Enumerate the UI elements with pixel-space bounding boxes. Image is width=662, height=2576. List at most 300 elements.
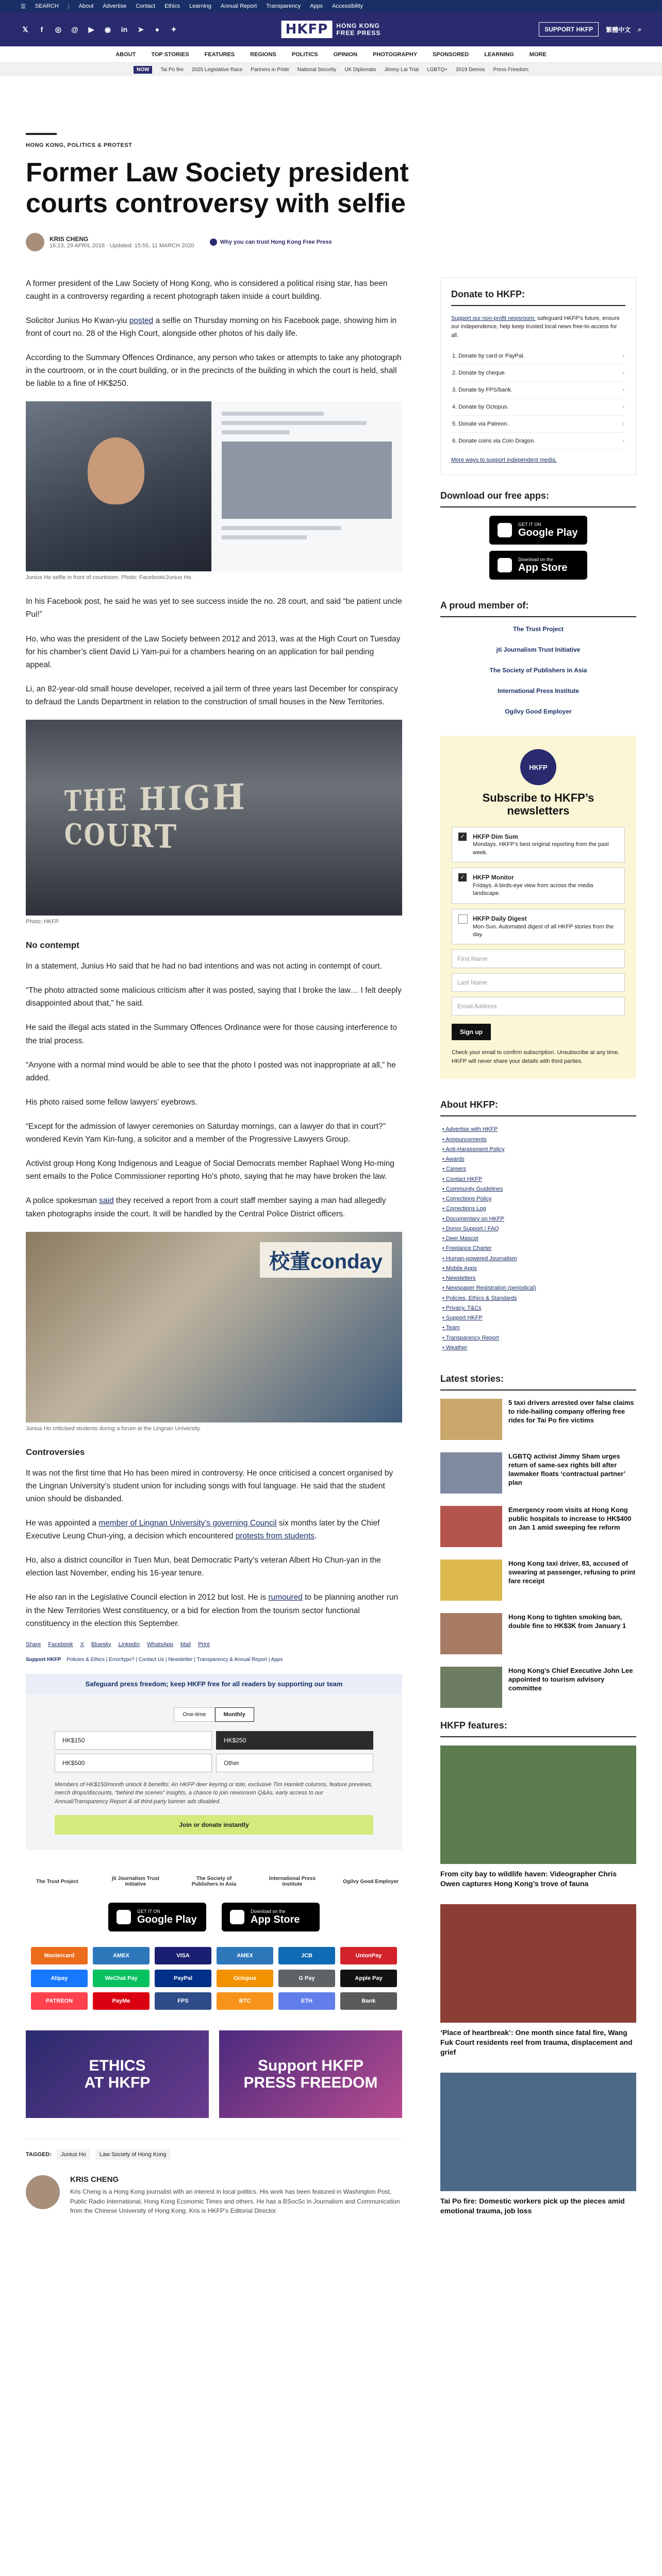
about-link[interactable]: • Weather [442,1344,468,1351]
trending-item[interactable]: UK Diplomats [344,66,376,73]
rss-icon[interactable]: ◉ [104,25,111,33]
one-time-option[interactable]: One-time [174,1707,214,1722]
article-title: Former Law Society president courts controversy with selfie [26,158,409,218]
content-columns [26,277,636,2231]
about-link[interactable]: • Donor Support / FAQ [442,1225,499,1232]
trending-item[interactable]: National Security [297,66,337,73]
newsletter-checkbox[interactable] [452,909,625,945]
tag[interactable]: Law Society of Hong Kong [95,2149,171,2160]
support-hkfp-link[interactable]: Support HKFP [26,1656,61,1663]
app-download-row [26,1903,402,1931]
nav-photography[interactable]: PHOTOGRAPHY [373,51,418,58]
paragraph [26,1194,402,1220]
share-label: Share [26,1641,41,1648]
language-switch[interactable]: 繁體中文 [606,26,631,33]
trust-project-logo[interactable]: The Trust Project [512,625,564,633]
logo-text [336,22,380,37]
error-link[interactable]: Error/typo? [109,1656,135,1663]
author-name[interactable]: KRIS CHENG [49,235,89,243]
newsletter-checkbox[interactable] [452,868,625,904]
donate-method-label: 1. Donate by card or PayPal. [452,353,525,360]
app-store-button[interactable] [489,551,587,580]
ipi-logo[interactable]: International Press Institute [269,1876,316,1888]
first-name-input[interactable]: First Name [452,950,625,968]
main-navigation [0,46,662,63]
trending-item[interactable]: Partners in Pride [251,66,289,73]
nav-regions[interactable]: REGIONS [250,51,276,58]
article-header [26,76,636,251]
paragraph: Activist group Hong Kong Indigenous and League of Social Democrats member Raphael Wong Ho-ming sent emails to the Police Commissioner reporting Ho’s photo, saying that he may have broken the law. [26,1159,394,1181]
app-store-label: App Store [518,562,568,573]
apps-link[interactable]: Apps [271,1656,283,1663]
newsletter-badge: HKFP [520,749,556,785]
menu-icon[interactable]: ☰ [21,3,26,10]
paragraph: “Anyone with a normal mind would be able to see that the photo I posted was not inappropriate at all,” he added. [26,1060,396,1082]
trending-item[interactable]: Jimmy Lai Trial [384,66,419,73]
google-play-button[interactable] [108,1903,206,1931]
trending-bar [0,63,662,76]
author-avatar[interactable] [26,233,44,251]
article-category[interactable]: HONG KONG, POLITICS & PROTEST [26,142,133,148]
share-linkedin[interactable]: LinkedIn [118,1641,140,1648]
text: they received a report from a court staff member saying a man had allegedly taken photographs inside the court. It will be handled by the Central Police District officers. [26,1196,386,1218]
nav-sponsored[interactable]: SPONSORED [433,51,469,58]
member-logos [440,625,636,715]
latest-story[interactable] [440,1506,636,1547]
trust-partners [26,1876,402,1887]
donate-method-label: 6. Donate coins via Coin Dragon. [452,438,536,445]
about-link[interactable]: • Support HKFP [442,1315,483,1321]
paragraph [26,314,402,340]
amount-option-other[interactable]: Other [216,1754,373,1772]
about-link[interactable]: • Privacy, T&Cs [442,1304,482,1311]
story-headline[interactable]: Emergency room visits at Hong Kong public hospitals to increase to HK$400 on Jan 1 amid sweeping fee reform [508,1506,632,1531]
paragraph: A former president of the Law Society of Hong Kong, who is considered a political rising star, has been caught in a controversy regarding a recent photograph taken inside a court building. [26,279,388,301]
about-links [440,1125,636,1353]
payment-logo: UnionPay [340,1947,397,1964]
payment-logo: Apple Pay [340,1970,397,1987]
text: . [315,1532,317,1541]
chevron-right-icon: › [622,438,624,445]
photo-caption: Junius Ho selfie in front of courtroom. Photo: Facebook/Junius Ho. [26,574,193,581]
title-rule [26,133,57,135]
payment-logo: Alipay [31,1970,88,1987]
feature-story[interactable] [440,2073,636,2216]
about-link[interactable]: • Freelance Charter [442,1245,492,1252]
trending-item[interactable]: 2025 Legislative Race [191,66,243,73]
share-facebook[interactable]: Facebook [48,1641,73,1648]
promo-line-2: AT HKFP [84,2074,151,2092]
latest-story[interactable] [440,1560,636,1601]
trending-item[interactable]: Tai Po fire [160,66,184,73]
google-play-small: GET IT ON [518,521,541,527]
payment-logo: Bank [340,1992,397,2010]
byline [26,233,636,251]
inline-link[interactable]: rumoured [268,1593,303,1602]
last-name-input[interactable]: Last Name [452,973,625,992]
latest-story[interactable] [440,1399,636,1440]
latest-stories [440,1399,636,1708]
topbar-link-apps[interactable]: Apps [310,3,323,9]
about-link[interactable]: • Documentary on HKFP [442,1215,505,1222]
app-store-small: Download on the [251,1908,286,1914]
donate-method-label: 3. Donate by FPS/bank. [452,387,512,394]
chevron-right-icon: › [622,370,624,377]
site-logo[interactable] [282,21,381,38]
feature-thumbnail[interactable] [440,1904,636,2023]
nav-more[interactable]: MORE [529,51,547,58]
story-thumbnail[interactable] [440,1667,502,1708]
chevron-right-icon: › [622,353,624,360]
donate-intro-link[interactable]: Support our non-profit newsroom: [451,315,536,321]
share-whatsapp[interactable]: WhatsApp [147,1641,173,1648]
about-link[interactable]: • Contact HKFP [442,1176,483,1182]
feature-headline[interactable]: From city bay to wildlife haven: Videographer Chris Owen captures Hong Kong’s trove of fauna [440,1870,617,1888]
nav-learning[interactable]: LEARNING [484,51,514,58]
share-mail[interactable]: Mail [180,1641,191,1648]
inline-link[interactable]: protests from students [235,1532,315,1541]
payment-logo: ETH [278,1992,335,2010]
share-row [26,1641,402,1648]
divider: | [68,3,70,9]
jti-logo[interactable]: jti Journalism Trust Initiative [496,646,581,654]
about-link[interactable]: • Team [442,1325,460,1331]
masthead [0,12,662,46]
amount-option-selected[interactable]: HK$250 [216,1731,373,1750]
topbar-link-contact[interactable]: Contact [136,3,156,9]
feature-stories [440,1745,636,2215]
author-bio: Kris Cheng is a Hong Kong journalist with an interest in local politics. His work has been featured in Washington Post, Public Radio International, Hong Kong Economic Times and others. He has a BSocSc in Journalism and Communication from the Chinese University of Hong Kong. Kris is HKFP’s Editorial Director. [70,2188,400,2215]
inline-link[interactable]: posted [129,316,154,325]
newsletter-title: Subscribe to HKFP’s newsletters [482,791,594,818]
sopa-logo[interactable]: The Society of Publishers in Asia [191,1876,237,1888]
latest-title: Latest stories: [440,1374,636,1391]
author-box [26,2175,402,2216]
support-promo[interactable] [219,2030,402,2118]
google-play-label: Google Play [518,527,578,538]
sidebar-apps [440,516,636,580]
newsletter-name: HKFP Daily Digest [473,914,527,922]
nav-about[interactable]: ABOUT [115,51,136,58]
apps-title: Download our free apps: [440,490,636,507]
share-bluesky[interactable]: Bluesky [91,1641,111,1648]
photo-caption: Junius Ho criticised students during a forum at the Lingnan University. [26,1425,201,1432]
latest-story[interactable] [440,1667,636,1708]
inline-link[interactable]: said [99,1196,114,1206]
reddit-icon[interactable]: ● [155,25,160,33]
trending-item[interactable]: LGBTQ+ [427,66,448,73]
newsletter-checkbox[interactable] [452,827,625,863]
donate-intro [451,314,625,340]
paragraph: Ho, also a district councillor in Tuen Mun, beat Democratic Party’s veteran Albert Ho Chun-yan in the election last November, ending his 16-year tenure. [26,1556,381,1578]
masthead-actions [539,22,641,37]
x-icon[interactable]: 𝕏 [22,25,28,33]
donate-intro-text: safeguard HKFP’s future, ensure our independence, help keep trusted local news free-to-access for all. [451,315,620,338]
promo-line-1: ETHICS [89,2057,146,2075]
payment-logo: BTC [217,1992,273,2010]
donate-method[interactable] [451,399,625,416]
trending-item[interactable]: Press Freedom [493,66,529,73]
donate-method[interactable] [451,433,625,450]
bluesky-icon[interactable]: ✦ [171,25,177,33]
high-court-photo [26,720,402,916]
about-link[interactable]: • Newsletters [442,1275,476,1282]
topbar-link-search[interactable]: SEARCH [35,3,59,9]
feature-story[interactable] [440,1904,636,2057]
youtube-icon[interactable]: ▶ [88,25,94,33]
donation-banner: Safeguard press freedom; keep HKFP free for all readers by supporting our team [26,1674,402,1694]
text: A police spokesman [26,1196,100,1206]
app-store-small: Download on the [518,556,553,562]
why-trust-link[interactable] [210,239,332,246]
promo-line-2: PRESS FREEDOM [243,2074,378,2092]
tagged-label: TAGGED: [26,2151,52,2158]
trust-project-logo[interactable]: The Trust Project [36,1878,78,1885]
trending-item[interactable]: 2019 Demos [455,66,485,73]
about-link[interactable]: • Awards [442,1156,465,1163]
more-ways-link[interactable]: More ways to support independent media. [451,457,557,464]
google-play-button[interactable] [489,516,587,545]
feature-thumbnail[interactable] [440,2073,636,2191]
instagram-icon[interactable]: ◎ [55,25,62,33]
linkedin-icon[interactable]: in [121,25,128,33]
why-trust-label: Why you can trust Hong Kong Free Press [220,239,332,245]
monthly-option[interactable]: Monthly [215,1707,254,1722]
share-print[interactable]: Print [198,1641,210,1648]
tag[interactable]: Junius Ho [57,2149,90,2160]
paragraph [26,1517,402,1543]
paragraph: Li, an 82-year-old small house developer, received a jail term of three years last December for conspiracy to defraud the Lands Department in relation to the construction of small houses in the New Territories. [26,684,398,707]
donate-method[interactable] [451,416,625,433]
about-link[interactable]: • Community Guidelines [442,1185,503,1192]
forum-photo [26,1232,402,1422]
payment-logo: WeChat Pay [93,1970,150,1987]
topbar-link-annual-report[interactable]: Annual Report [220,3,257,9]
features-title: HKFP features: [440,1720,636,1737]
amount-option[interactable]: HK$150 [55,1731,212,1750]
payment-logo: VISA [155,1947,211,1964]
story-headline[interactable]: Hong Kong taxi driver, 83, accused of swearing at passenger, refusing to print fare receipt [508,1560,636,1585]
about-link[interactable]: • Announcements [442,1136,487,1143]
threads-icon[interactable]: @ [71,25,78,33]
donate-method[interactable] [451,348,625,365]
logo-line-2: FREE PRESS [336,29,381,37]
app-store-label: App Store [251,1913,300,1925]
selfie-photo [26,401,402,571]
about-link[interactable]: • Advertise with HKFP [442,1126,498,1133]
search-icon[interactable]: ⌕ [638,25,641,33]
google-play-label: Google Play [137,1913,197,1925]
app-store-button[interactable] [222,1903,320,1931]
tagged-row [26,2139,402,2160]
payment-methods [26,1947,402,2010]
chevron-right-icon: › [622,387,624,394]
about-link[interactable]: • Anti-Harassment Policy [442,1146,505,1153]
about-link[interactable]: • Human-powered Journalism [442,1255,517,1262]
story-thumbnail[interactable] [440,1452,502,1494]
story-headline[interactable]: Hong Kong’s Chief Executive John Lee appointed to tourism advisory committee [508,1667,633,1692]
section-heading: Controversies [26,1447,85,1457]
ethics-promo[interactable] [26,2030,209,2118]
article-body [26,277,402,2231]
donate-method-label: 5. Donate via Patreon. [452,421,509,428]
nav-opinion[interactable]: OPINION [333,51,358,58]
section-heading: No contempt [26,940,79,951]
donate-method[interactable] [451,382,625,399]
paragraph: His photo raised some fellow lawyers’ eyebrows. [26,1097,197,1107]
story-thumbnail[interactable] [440,1613,502,1654]
jti-logo[interactable]: jti Journalism Trust Initiative [111,1876,160,1888]
donate-widget [440,277,636,476]
about-link[interactable]: • Policies, Ethics & Standards [442,1295,517,1301]
donate-widget-title: Donate to HKFP: [451,289,625,306]
trending-label: NOW [134,66,152,74]
support-hkfp-button[interactable]: SUPPORT HKFP [539,22,599,37]
feature-story[interactable] [440,1745,636,1889]
donate-method-label: 2. Donate by cheque. [452,370,506,377]
transparency-link[interactable]: Transparency & Annual Report [196,1656,268,1663]
telegram-icon[interactable]: ➤ [138,25,144,33]
logo-mark: HKFP [282,21,333,38]
about-title: About HKFP: [440,1099,636,1116]
article-dates: 16:23, 29 APRIL 2016 · Updated: 15:55, 11 MARCH 2020 [49,242,194,249]
feature-headline[interactable]: Tai Po fire: Domestic workers pick up the pieces amid emotional trauma, job loss [440,2196,625,2215]
payment-logo: G Pay [278,1970,335,1987]
newsletter-name: ✓ HKFP Dim Sum [473,833,518,840]
policies-link[interactable]: Policies & Ethics [67,1656,105,1663]
author-avatar[interactable] [26,2175,60,2209]
ogilvy-logo[interactable]: Ogilvy Good Employer [505,708,572,716]
google-play-small: GET IT ON [137,1908,160,1914]
member-title: A proud member of: [440,600,636,617]
donate-method-label: 4. Donate by Octopus. [452,404,509,411]
text: six months later by the Chief Executive Leung Chun-ying, a decision which encountered [26,1518,380,1541]
paragraph: It was not the first time that Ho has been mired in controversy. He once criticised a concert organised by the Lingnan University’s student union for including songs with foul language. He said that the student union should be disbanded. [26,1468,393,1503]
paragraph: “Except for the admission of lawyer ceremonies on Saturday mornings, can a lawyer do that in court?” wondered Kevin Yam Kin-fung, a solicitor and a member of the Progressive Lawyers Group. [26,1122,386,1144]
donation-box [26,1694,402,1851]
topbar-link-learning[interactable]: Learning [189,3,211,9]
facebook-icon[interactable]: f [40,25,43,33]
newsletter-desc: Mon-Sun. Automated digest of all HKFP stories from the day. [473,923,614,938]
text: He also ran in the Legislative Council election in 2012 but lost. He is [26,1593,269,1602]
sidebar [440,277,636,2231]
paragraph: He said the illegal acts stated in the Summary Offences Ordinance were for those causing interference to the trial process. [26,1023,397,1045]
payment-logo: JCB [278,1947,335,1964]
payment-logo: PayMe [93,1992,150,2010]
story-headline[interactable]: LGBTQ activist Jimmy Sham urges return of same-sex rights bill after lawmaker floats ‘contractual partner’ plan [508,1452,625,1486]
page-container [26,76,636,2231]
about-link[interactable]: • Mobile Apps [442,1265,477,1272]
social-icons [21,25,178,34]
newsletter-footnote: Check your email to confirm subscription. Unsubscribe at any time. HKFP will never share your details with third parties. [452,1049,620,1064]
feature-thumbnail[interactable] [440,1745,636,1864]
contact-link[interactable]: Contact Us [138,1656,164,1663]
about-link[interactable]: • Transparency Report [442,1334,499,1341]
paragraph: In a statement, Junius Ho said that he had no bad intentions and was not acting in contempt of court. [26,962,383,971]
latest-story[interactable] [440,1452,636,1494]
ogilvy-logo[interactable]: Ogilvy Good Employer [343,1878,399,1885]
author-info [70,2175,402,2216]
high-court-sign: THE HIGH COURT [64,775,247,856]
payment-logo: AMEX [217,1947,273,1964]
sign-up-button[interactable]: Sign up [452,1024,491,1040]
newsletter-link[interactable]: Newsletter [168,1656,193,1663]
about-link[interactable]: • Newspaper Registration (periodical) [442,1285,536,1292]
email-input[interactable]: Email Address [452,997,625,1015]
payment-logo: Octopus [217,1970,273,1987]
payment-logo: AMEX [93,1947,150,1964]
top-utility-bar [0,0,662,12]
paragraph: According to the Summary Offences Ordinance, any person who takes or attempts to take any photograph in the courtroom, or in the court building, or in the precincts of the building in which the court is held, shall be liable to a fine of HK$250. [26,353,402,388]
paragraph: Ho, who was the president of the Law Society between 2012 and 2013, was at the High Court on Tuesday for his chamber’s client David Li Yam-pui for a chambers hearing on an application for bail pending appeal. [26,634,401,669]
byline-text [49,235,194,249]
topbar-link-transparency[interactable]: Transparency [266,3,301,9]
payment-logo: PATREON [31,1992,88,2010]
paragraph: In his Facebook post, he said he was yet to see success inside the no. 28 court, and said “be patient uncle Pui!” [26,597,402,619]
payment-logo: Mastercard [31,1947,88,1964]
topbar-link-about[interactable]: About [78,3,94,9]
topbar-link-advertise[interactable]: Advertise [103,3,127,9]
payment-logo: FPS [155,1992,211,2010]
nav-features[interactable]: FEATURES [204,51,235,58]
story-headline[interactable]: Hong Kong to tighten smoking ban, double fine to HK$3K from January 1 [508,1613,626,1630]
nav-top-stories[interactable]: TOP STORIES [151,51,189,58]
topbar-link-accessibility[interactable]: Accessibility [332,3,363,9]
feature-headline[interactable]: ‘Place of heartbreak’: One month since fatal fire, Wang Fuk Court residents reel from trauma, displacement and grief [440,2028,633,2056]
sopa-logo[interactable]: The Society of Publishers in Asia [489,667,587,674]
nav-politics[interactable]: POLITICS [291,51,318,58]
text: a selfie on Thursday morning on his Facebook page, showing him in front of court no. 28 of the High Court, alongside other photos of his daily life. [26,316,397,338]
author-box-name[interactable]: KRIS CHENG [70,2175,119,2184]
newsletter-name: ✓ HKFP Monitor [473,874,514,882]
latest-story[interactable] [440,1613,636,1654]
logo-line-1: HONG KONG [336,22,380,29]
newsletter-desc: Fridays. A birds-eye view from across the media landscape. [473,883,593,897]
story-thumbnail[interactable] [440,1506,502,1547]
text: Solicitor Junius Ho Kwan-yiu [26,316,129,325]
paragraph: “The photo attracted some malicious criticism after it was posted, saying that I broke the law… I felt deeply disappointed about that,” he said. [26,986,402,1008]
about-link[interactable]: • Careers [442,1166,467,1173]
amount-options [55,1731,373,1772]
about-link[interactable]: • Corrections Log [442,1206,486,1212]
story-thumbnail[interactable] [440,1560,502,1601]
donate-method[interactable] [451,365,625,382]
forum-banner: 校董conday [260,1242,392,1278]
about-link[interactable]: • Deer Mascot [442,1235,478,1242]
join-donate-button[interactable]: Join or donate instantly [55,1815,373,1835]
newsletter-widget [440,736,636,1079]
ipi-logo[interactable]: International Press Institute [497,687,580,695]
about-link[interactable]: • Corrections Policy [442,1196,492,1202]
membership-note: Members of HK$150/month unlock 8 benefits: An HKFP deer keyring or tote, exclusive Tim Hamlett columns, feature previews, merch drops/discounts, “behind the scenes” insights, a chance to join newsroom Q&As, early access to our Annual/Transparency Report & all third-party banner ads disabled. [55,1781,373,1805]
trust-icon [210,239,217,246]
payment-logo: PayPal [155,1970,211,1987]
facebook-screenshot [211,401,402,571]
text: to be planning another run in the New Territories West constituency, or a bid for election from the tourism sector functional constituency in the election this September. [26,1593,399,1628]
story-headline[interactable]: 5 taxi drivers arrested over false claims to ride-hailing company offering free rides for Tai Po fire victims [508,1399,634,1424]
chevron-right-icon: › [622,421,624,428]
story-thumbnail[interactable] [440,1399,502,1440]
photo-caption: Photo: HKFP. [26,919,60,925]
inline-link[interactable]: member of Lingnan University’s governing Council [98,1518,277,1528]
share-x[interactable]: X [80,1641,85,1648]
paragraph [26,1591,402,1630]
topbar-link-ethics[interactable]: Ethics [164,3,180,9]
newsletter-desc: Mondays. HKFP’s best original reporting from the past week. [473,841,609,856]
frequency-toggle [55,1707,373,1722]
photo-portrait [26,401,211,571]
amount-option[interactable]: HK$500 [55,1754,212,1772]
